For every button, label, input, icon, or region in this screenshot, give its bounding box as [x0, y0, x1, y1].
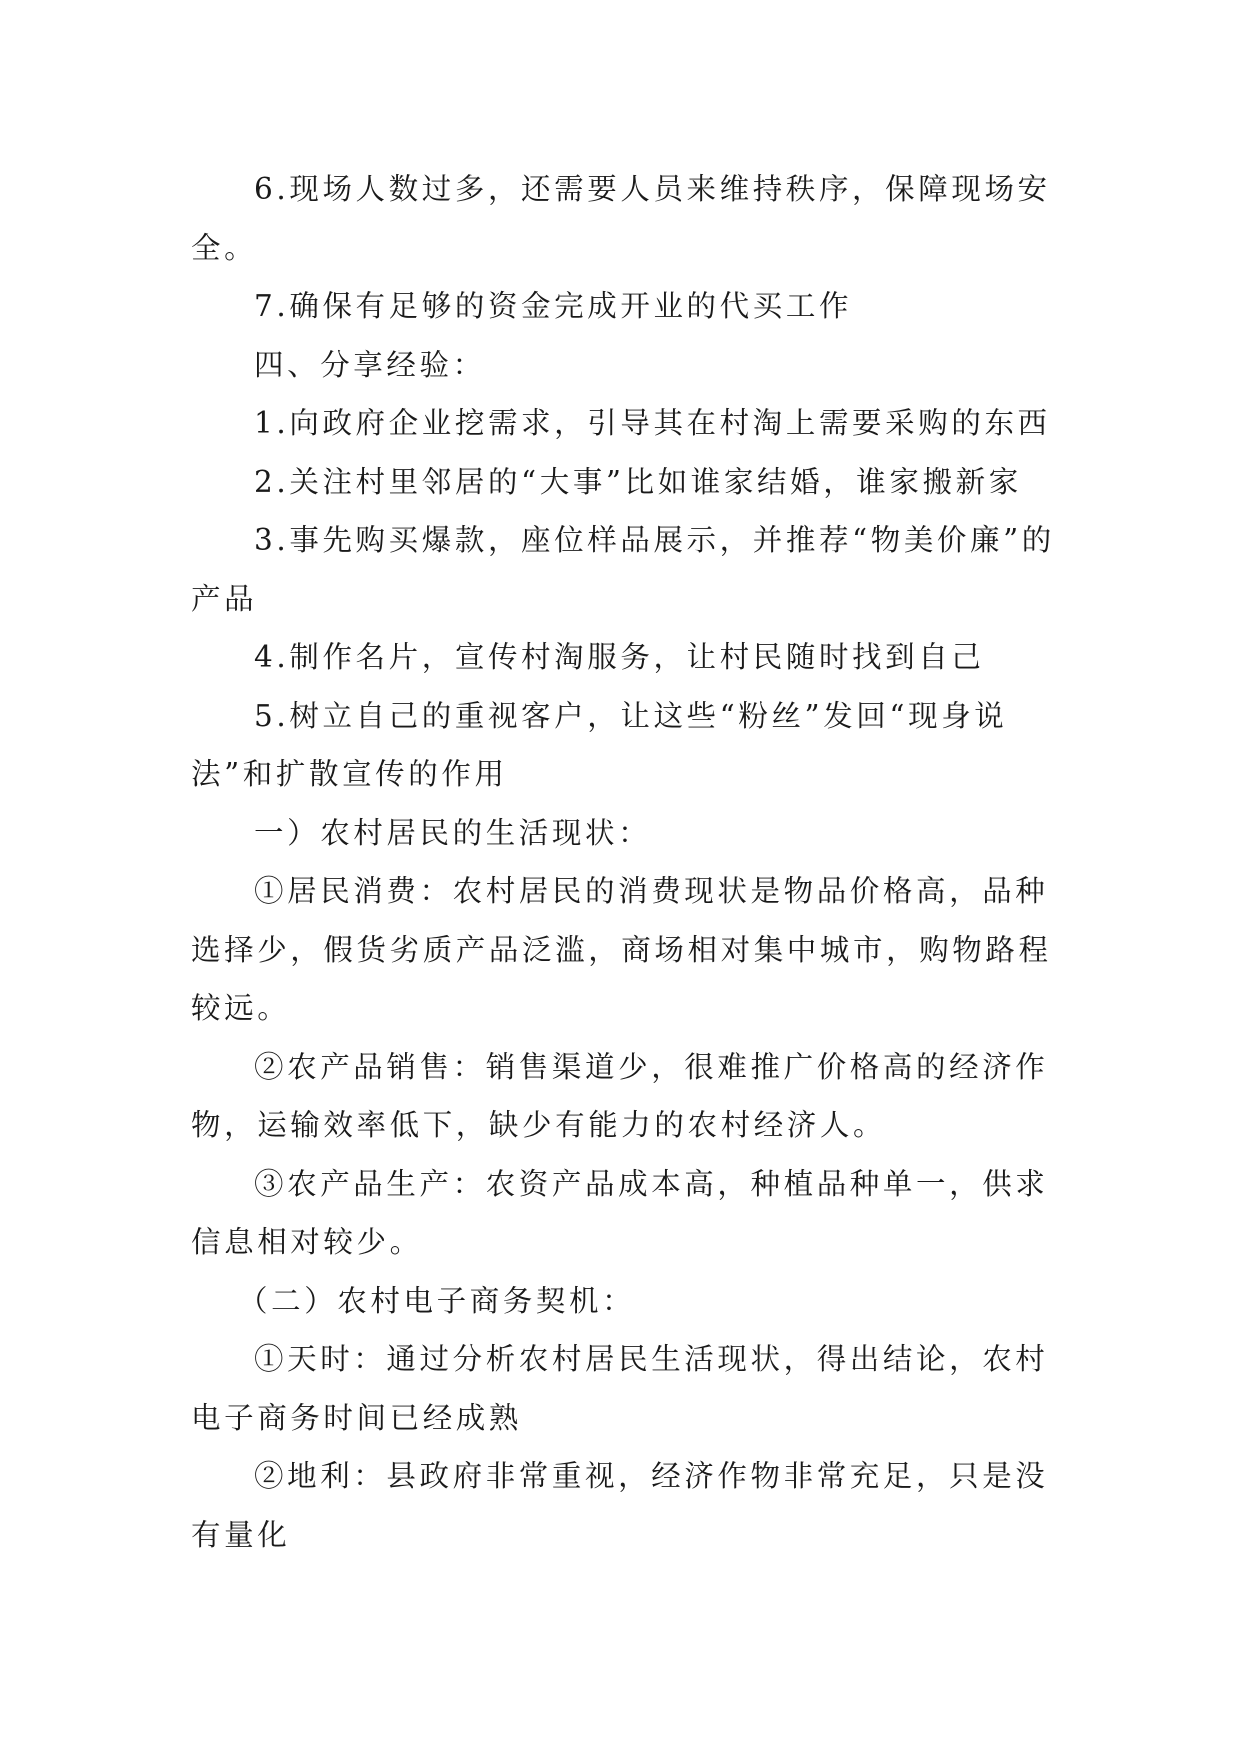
paragraph-consumption: ①居民消费：农村居民的消费现状是物品价格高，品种选择少，假货劣质产品泛滥，商场相对集中城市，购物路程较远。: [191, 874, 1052, 1025]
paragraph-sales: ②农产品销售：销售渠道少，很难推广价格高的经济作物，运输效率低下，缺少有能力的农村经济人。: [191, 1049, 1049, 1142]
document-body: [191, 160, 1071, 1564]
paragraph-timing: ①天时：通过分析农村居民生活现状，得出结论，农村电子商务时间已经成熟: [191, 1342, 1049, 1435]
section-heading-ecommerce-opportunity: （二）农村电子商务契机：: [238, 1283, 636, 1318]
section-heading-rural-life: 一）农村居民的生活现状：: [254, 815, 652, 850]
paragraph-location: ②地利：县政府非常重视，经济作物非常充足，只是没有量化: [191, 1459, 1049, 1552]
paragraph-experience-1: 1.向政府企业挖需求，引导其在村淘上需要采购的东西: [254, 406, 1051, 440]
paragraph-item-6: 6.现场人数过多，还需要人员来维持秩序，保障现场安全。: [191, 172, 1051, 265]
paragraph-experience-2: 2.关注村里邻居的“大事”比如谁家结婚，谁家搬新家: [254, 464, 1022, 499]
paragraph-experience-4: 4.制作名片，宣传村淘服务，让村民随时找到自己: [254, 640, 985, 674]
paragraph-production: ③农产品生产：农资产品成本高，种植品种单一，供求信息相对较少。: [191, 1166, 1049, 1259]
paragraph-experience-3: 3.事先购买爆款，座位样品展示，并推荐“物美价廉”的产品: [191, 523, 1055, 616]
section-heading-share-experience: 四、分享经验：: [254, 347, 486, 382]
paragraph-item-7: 7.确保有足够的资金完成开业的代买工作: [254, 289, 853, 323]
paragraph-experience-5: 5.树立自己的重视客户，让这些“粉丝”发回“现身说法”和扩散宣传的作用: [191, 698, 1008, 791]
